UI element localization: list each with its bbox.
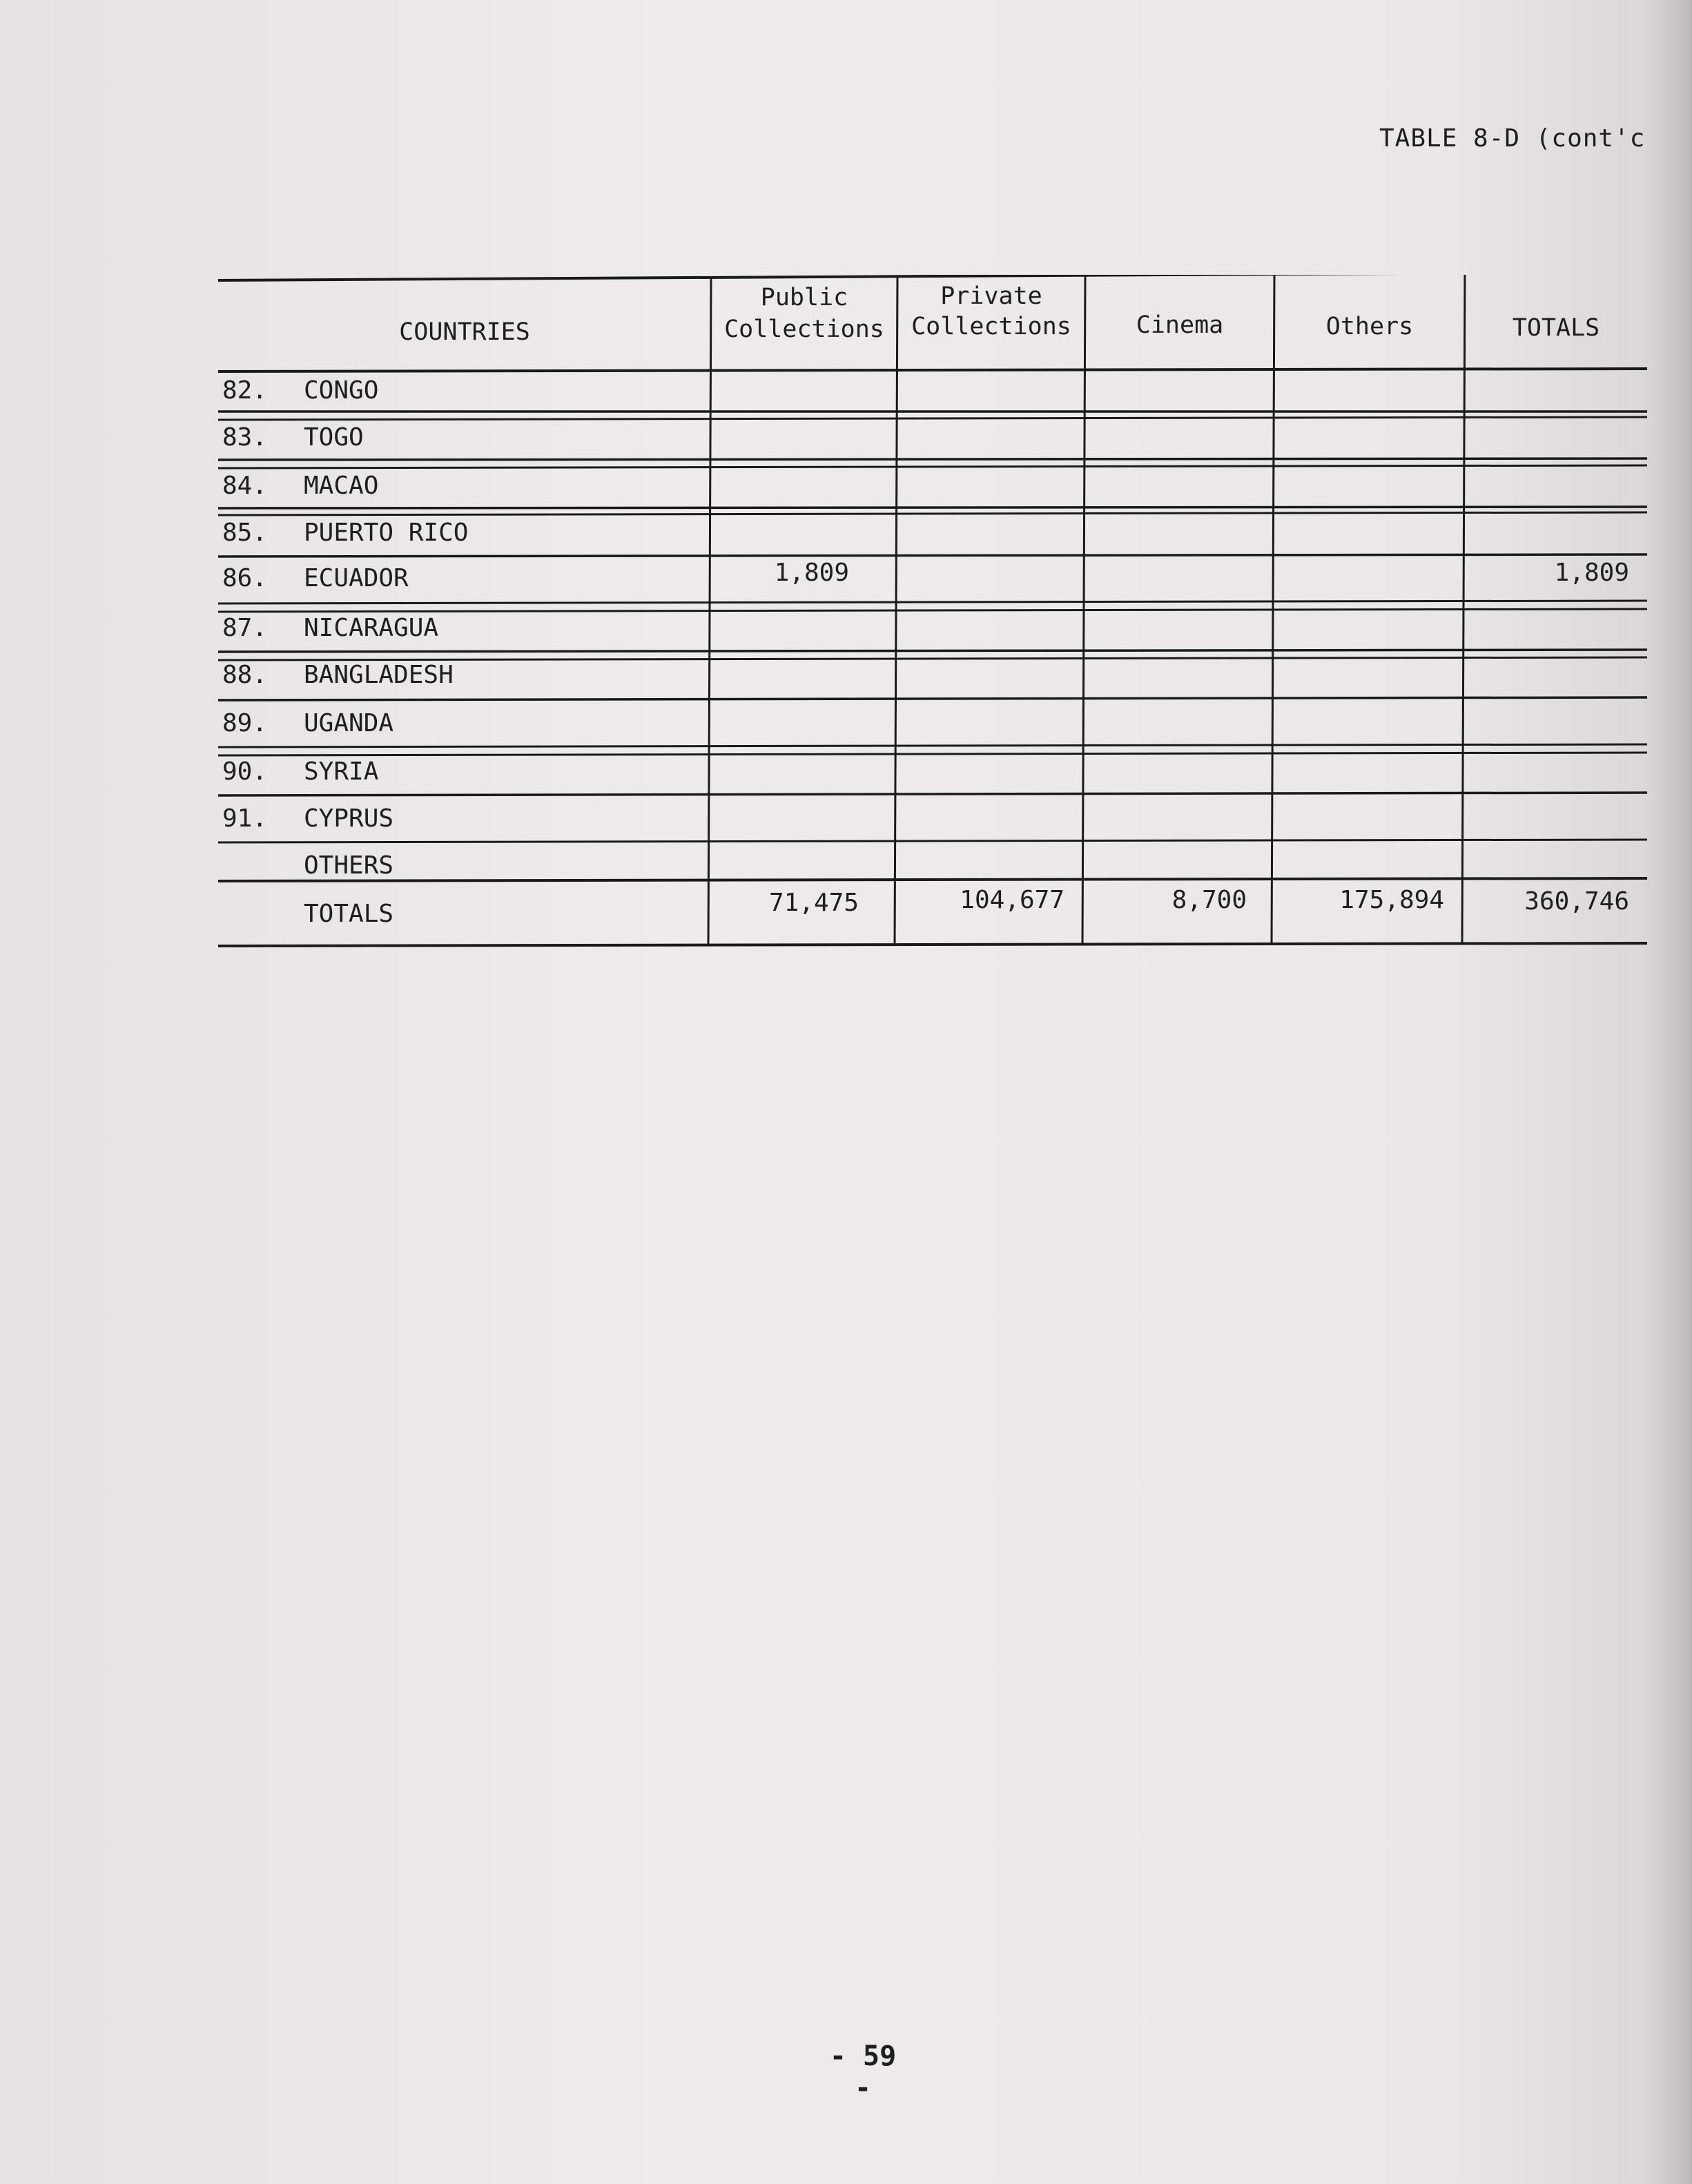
total-public-collections: 71,475 [768, 889, 859, 917]
total-others: 175,894 [1339, 886, 1444, 914]
row-number: 85. [222, 519, 268, 547]
row-number: 88. [222, 661, 268, 689]
column-header-others: Others [1325, 313, 1414, 340]
row-number: 86. [222, 564, 268, 592]
country-name: TOGO [304, 423, 364, 452]
column-header-public-line1: Public [760, 284, 848, 311]
row-number: 87. [222, 614, 268, 642]
row-total-value: 1,809 [1554, 559, 1629, 587]
country-name: BANGLADESH [304, 661, 454, 689]
row-number: 90. [222, 757, 268, 786]
total-cinema: 8,700 [1171, 886, 1247, 914]
row-number: 91. [222, 804, 268, 833]
column-header-countries: COUNTRIES [399, 318, 530, 346]
page-number: - 59 - [829, 2040, 897, 2104]
total-private-collections: 104,677 [960, 886, 1064, 914]
page-edge-shadow [1653, 0, 1692, 2184]
totals-label: TOTALS [304, 900, 394, 928]
country-name: UGANDA [304, 709, 394, 737]
country-name: ECUADOR [304, 564, 409, 592]
country-name: SYRIA [304, 757, 379, 786]
table-label: TABLE 8-D (cont'c [1379, 124, 1646, 153]
public-collections-value: 1,809 [774, 559, 849, 587]
row-number: 84. [222, 472, 268, 500]
column-header-public-line2: Collections [724, 316, 884, 343]
column-header-private-line2: Collections [911, 313, 1071, 340]
grand-total: 360,746 [1524, 887, 1629, 916]
country-name: NICARAGUA [304, 614, 439, 642]
column-header-private-line1: Private [940, 282, 1042, 310]
country-name: CYPRUS [304, 804, 394, 833]
column-header-cinema: Cinema [1136, 311, 1224, 339]
expenditure-table [218, 275, 1647, 951]
country-name: PUERTO RICO [304, 519, 469, 547]
country-name: OTHERS [304, 851, 394, 880]
table-grid [218, 275, 1647, 951]
row-number: 83. [222, 423, 268, 452]
country-name: MACAO [304, 472, 379, 500]
row-number: 82. [222, 376, 268, 405]
row-number: 89. [222, 709, 268, 737]
column-header-totals: TOTALS [1512, 314, 1600, 342]
country-name: CONGO [304, 376, 379, 405]
